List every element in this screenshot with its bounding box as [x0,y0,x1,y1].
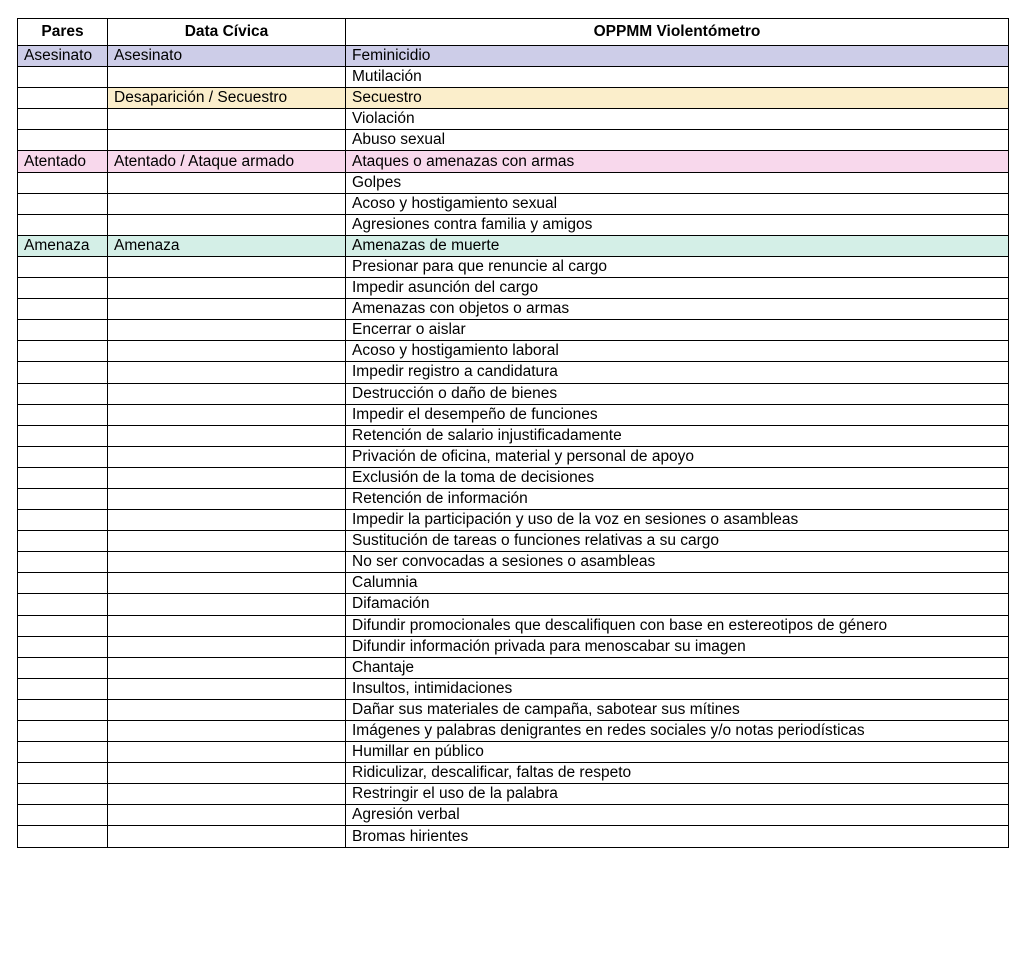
table-row [18,320,1009,341]
table-cell: Difundir promocionales que descalifiquen con base en estereotipos de género [346,615,1009,636]
table-row [18,362,1009,383]
table-cell [18,67,108,88]
table-cell: Ataques o amenazas con armas [346,151,1009,172]
table-cell [18,573,108,594]
table-cell [18,699,108,720]
table-cell: Impedir el desempeño de funciones [346,404,1009,425]
table-cell [108,130,346,151]
table-cell [18,341,108,362]
table-row [18,130,1009,151]
table-cell [108,615,346,636]
table-cell [18,657,108,678]
violence-comparison-table [17,18,1009,848]
column-header-pares: Pares [18,19,108,46]
table-cell [18,130,108,151]
table-cell [108,678,346,699]
table-cell [18,826,108,847]
table-row [18,678,1009,699]
table-cell [18,362,108,383]
table-cell: Agresiones contra familia y amigos [346,214,1009,235]
column-header-data-civica: Data Cívica [108,19,346,46]
table-row [18,636,1009,657]
table-row [18,467,1009,488]
table-cell [18,299,108,320]
table-cell: Privación de oficina, material y personal de apoyo [346,446,1009,467]
table-cell: Atentado / Ataque armado [108,151,346,172]
table-body [18,46,1009,848]
table-cell [108,425,346,446]
table-row [18,552,1009,573]
table-cell [18,784,108,805]
table-cell: Acoso y hostigamiento sexual [346,193,1009,214]
table-cell [108,383,346,404]
table-cell [108,193,346,214]
table-cell [18,214,108,235]
table-cell [108,657,346,678]
table-cell [108,446,346,467]
table-cell [18,278,108,299]
violence-comparison-table-container [17,18,1009,848]
table-cell [18,805,108,826]
table-cell: Violación [346,109,1009,130]
table-row [18,278,1009,299]
table-cell: Acoso y hostigamiento laboral [346,341,1009,362]
table-row [18,88,1009,109]
table-header [18,19,1009,46]
table-cell [18,594,108,615]
table-cell: Ridiculizar, descalificar, faltas de respeto [346,763,1009,784]
table-row [18,742,1009,763]
table-cell [108,805,346,826]
table-cell [108,172,346,193]
table-cell: Amenaza [108,235,346,256]
table-row [18,46,1009,67]
table-cell: Destrucción o daño de bienes [346,383,1009,404]
table-cell [108,109,346,130]
table-row [18,446,1009,467]
table-cell [18,615,108,636]
table-cell [108,299,346,320]
table-row [18,805,1009,826]
table-cell [108,510,346,531]
table-cell: Impedir registro a candidatura [346,362,1009,383]
table-cell: Retención de salario injustificadamente [346,425,1009,446]
table-row [18,404,1009,425]
table-cell: Bromas hirientes [346,826,1009,847]
table-cell: Encerrar o aislar [346,320,1009,341]
table-cell [18,425,108,446]
table-row [18,721,1009,742]
table-cell: Presionar para que renuncie al cargo [346,256,1009,277]
table-cell: Golpes [346,172,1009,193]
table-row [18,615,1009,636]
table-cell: Humillar en público [346,742,1009,763]
table-cell: Secuestro [346,88,1009,109]
table-cell: Desaparición / Secuestro [108,88,346,109]
table-cell: Impedir asunción del cargo [346,278,1009,299]
table-cell: Insultos, intimidaciones [346,678,1009,699]
table-row [18,383,1009,404]
table-cell [108,341,346,362]
table-cell: Difamación [346,594,1009,615]
table-cell: Asesinato [18,46,108,67]
table-cell [108,594,346,615]
table-cell [18,742,108,763]
table-cell: Agresión verbal [346,805,1009,826]
table-cell: Mutilación [346,67,1009,88]
table-cell [108,721,346,742]
table-cell: Sustitución de tareas o funciones relativas a su cargo [346,531,1009,552]
table-cell [18,172,108,193]
table-cell [18,109,108,130]
table-row [18,573,1009,594]
table-cell [18,446,108,467]
table-cell: Imágenes y palabras denigrantes en redes sociales y/o notas periodísticas [346,721,1009,742]
table-cell [108,256,346,277]
table-row [18,425,1009,446]
table-cell [108,742,346,763]
table-row [18,256,1009,277]
table-row [18,699,1009,720]
table-cell: Retención de información [346,488,1009,509]
table-row [18,763,1009,784]
table-cell [18,763,108,784]
table-cell [108,573,346,594]
table-row [18,235,1009,256]
table-cell [108,763,346,784]
table-row [18,172,1009,193]
table-cell: Chantaje [346,657,1009,678]
table-cell [108,699,346,720]
table-row [18,67,1009,88]
table-cell [108,467,346,488]
table-row [18,214,1009,235]
table-cell [18,721,108,742]
table-cell [18,467,108,488]
table-cell [18,552,108,573]
table-cell [108,636,346,657]
table-cell [108,784,346,805]
table-row [18,341,1009,362]
table-cell [108,531,346,552]
table-cell: Abuso sexual [346,130,1009,151]
table-cell: Impedir la participación y uso de la voz en sesiones o asambleas [346,510,1009,531]
table-cell: Restringir el uso de la palabra [346,784,1009,805]
table-cell [108,362,346,383]
table-cell [18,510,108,531]
table-cell: Calumnia [346,573,1009,594]
table-row [18,784,1009,805]
table-cell: Amenaza [18,235,108,256]
table-cell: Amenazas con objetos o armas [346,299,1009,320]
table-cell [18,320,108,341]
table-cell: Asesinato [108,46,346,67]
table-cell: Dañar sus materiales de campaña, sabotear sus mítines [346,699,1009,720]
table-cell [18,256,108,277]
table-cell [108,67,346,88]
table-cell: No ser convocadas a sesiones o asambleas [346,552,1009,573]
table-row [18,531,1009,552]
table-cell: Difundir información privada para menoscabar su imagen [346,636,1009,657]
table-row [18,193,1009,214]
table-cell: Atentado [18,151,108,172]
table-cell [108,320,346,341]
table-cell: Exclusión de la toma de decisiones [346,467,1009,488]
table-cell: Feminicidio [346,46,1009,67]
table-row [18,510,1009,531]
table-cell [18,678,108,699]
table-row [18,299,1009,320]
table-cell [108,552,346,573]
table-cell [18,488,108,509]
header-row [18,19,1009,46]
table-cell [18,88,108,109]
table-row [18,109,1009,130]
table-cell [108,404,346,425]
table-cell [108,826,346,847]
table-cell [18,193,108,214]
table-row [18,826,1009,847]
table-cell [108,488,346,509]
table-row [18,594,1009,615]
table-cell: Amenazas de muerte [346,235,1009,256]
table-cell [18,404,108,425]
table-row [18,488,1009,509]
column-header-oppmm-violentometro: OPPMM Violentómetro [346,19,1009,46]
table-row [18,151,1009,172]
table-cell [18,531,108,552]
table-cell [18,383,108,404]
table-row [18,657,1009,678]
table-cell [108,214,346,235]
table-cell [108,278,346,299]
table-cell [18,636,108,657]
